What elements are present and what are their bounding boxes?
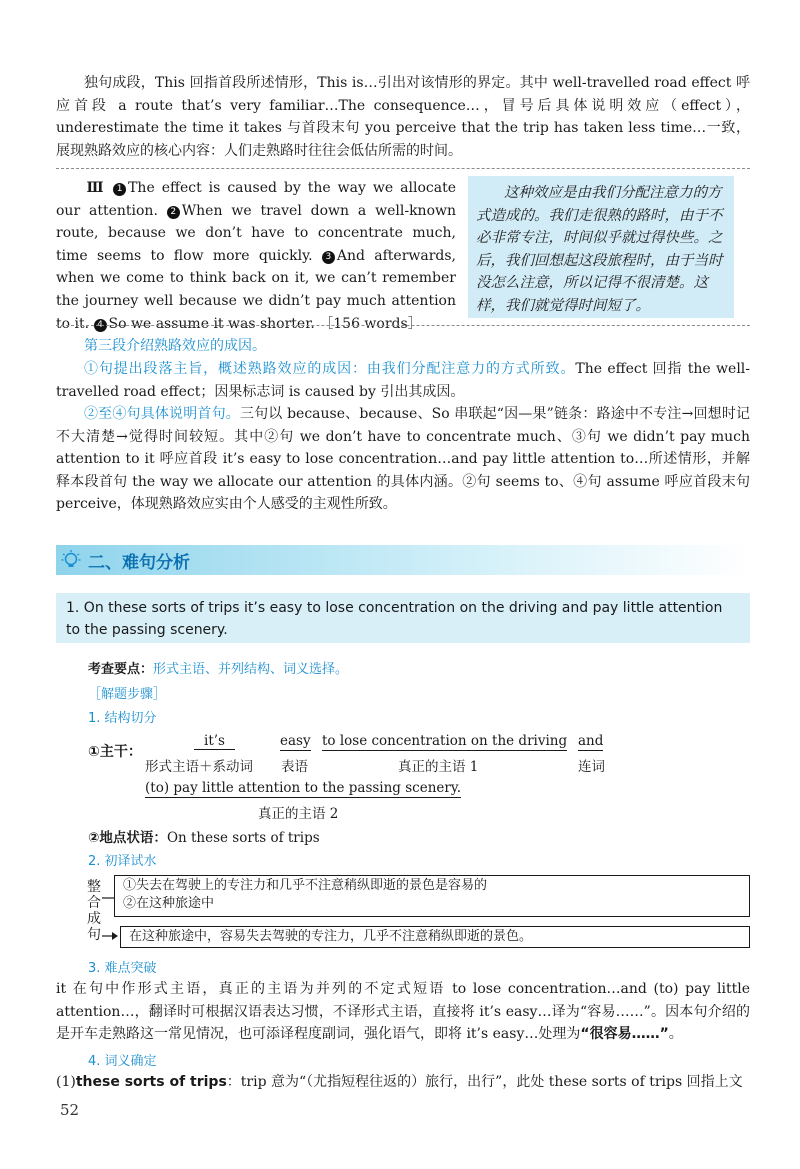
top-divider <box>56 168 750 169</box>
analysis-text: 三句以 because、because、So 串联起“因—果”链条：路途中不专注→回想时记不大清楚→觉得时间较短。其中②句 we don’t have to concentrate much、③句 we didn’t pay much attention to it 呼应首段 it’s easy to lose concentration…and pay little attention to…所述情形，并解释本段首句 the way we allocate our attention 的具体内涵。②句 seems to、④句 assume 呼应首段末句 perceive，体现熟路效应实由个人感受的主观性所致。 <box>56 406 751 513</box>
question-box: 1. On these sorts of trips it’s easy to lose concentration on the driving and pay little attention to the passing scenery. <box>56 593 750 643</box>
struct-label-3: 真正的主语 1 <box>398 759 479 775</box>
struct-word-1: it’s <box>194 733 235 749</box>
analysis-text: The effect 回指 the well-travelled road effect；因果标志词 is caused by 引出其成因。 <box>56 361 751 400</box>
sentence-1: The effect is caused by the way we allocate our attention. <box>56 180 456 219</box>
lightbulb-icon <box>60 549 82 571</box>
main-clause-label: ①主干： <box>88 744 142 760</box>
word-term: these sorts of trips <box>75 1074 227 1090</box>
key-points-value: 形式主语、并列结构、词义选择。 <box>153 662 349 677</box>
sentence-number: 4 <box>94 319 107 332</box>
step-1-title: 1. 结构切分 <box>88 711 157 726</box>
difficulty-emphasis: “很容易……” <box>580 1026 669 1043</box>
analysis-paragraph-1 <box>56 358 750 403</box>
section-title: 二、难句分析 <box>88 553 190 573</box>
sentence-number: 1 <box>113 183 126 196</box>
word-prefix: (1) <box>56 1074 76 1090</box>
analysis-highlight: ②至④句具体说明首句。 <box>84 406 240 422</box>
middle-divider <box>56 325 750 326</box>
sentence-number: 3 <box>322 251 335 264</box>
intro-paragraph: 独句成段，This 回指首段所述情形，This is…引出对该情形的界定。其中 well-travelled road effect 呼应首段 a route that’s very familiar…The consequence…，冒号后具体说明效应（effect），underestimate the time it takes 与首段末句 you perceive that the trip has taken less time…一致，展现熟路效应的核心内容：人们走熟路时往往会低估所需的时间。 <box>56 75 750 159</box>
struct-word-3: to lose concentration on the driving <box>322 733 568 749</box>
english-passage <box>56 177 456 335</box>
word-count: ［156 words］ <box>319 315 422 332</box>
final-translation-box: 在这种旅途中，容易失去驾驶的专注力，几乎不注意稍纵即逝的景色。 <box>120 926 750 948</box>
draft-translation-box <box>114 875 750 917</box>
adverbial-label: ②地点状语： <box>88 830 167 846</box>
translation-box <box>468 176 734 318</box>
section-header <box>56 545 750 575</box>
sentence-4: So we assume it was shorter. <box>108 315 315 332</box>
translation-text: 这种效应是由我们分配注意力的方式造成的。我们走很熟的路时，由于不必非常专注，时间似乎就过得快些。之后，我们回想起这段旅程时，由于当时没怎么注意，所以记得不很清楚。这样，我们就觉得时间短了。 <box>476 185 723 314</box>
step-3-title: 3. 难点突破 <box>88 961 157 976</box>
draft-line-1: ①失去在驾驶上的专注力和几乎不注意稍纵即逝的景色是容易的 <box>123 878 488 893</box>
sentence-2: When we travel down a well-known route, because we don’t have to concentrate much, time seems to flow more quickly. <box>56 202 456 264</box>
adverbial <box>88 826 320 846</box>
step-4-title: 4. 词义确定 <box>88 1054 157 1069</box>
draft-line-2: ②在这种旅途中 <box>123 896 215 911</box>
struct-word-2: easy <box>280 733 311 749</box>
key-points <box>88 658 348 677</box>
sentence-3: And afterwards, when we come to think back on it, we can’t remember the journey well because we didn’t pay much attention to it. <box>56 247 457 332</box>
paragraph-numeral: Ⅲ <box>84 180 107 196</box>
merge-label: 整合成句 <box>87 879 101 943</box>
analysis-paragraph-2 <box>56 403 750 516</box>
difficulty-text: it 在句中作形式主语，真正的主语为并列的不定式短语 to lose concentration…and (to) pay little attention…，翻译时可根据汉语表达习惯，不译形式主语，直接将 it’s easy…译为“容易……”。因本句介绍的是开车走熟路这一常见情况，也可添译程度副词，强化语气，即将 it’s easy…处理为 <box>56 981 750 1043</box>
key-points-label: 考查要点： <box>88 662 154 677</box>
difficulty-end: 。 <box>668 1026 683 1043</box>
difficulty-paragraph <box>56 978 750 1046</box>
word-choice-paragraph <box>56 1071 750 1094</box>
analysis-highlight: ①句提出段落主旨，概述熟路效应的成因：由我们分配注意力的方式所致。 <box>84 361 576 377</box>
sentence-number: 2 <box>167 206 180 219</box>
merge-arrow-icon <box>100 892 122 952</box>
page-number: 52 <box>60 1101 80 1119</box>
steps-label: ［解题步骤］ <box>88 687 167 702</box>
analysis-heading: 第三段介绍熟路效应的成因。 <box>84 338 266 354</box>
struct-label-2: 表语 <box>281 759 308 775</box>
struct-label-4: 连词 <box>578 759 605 775</box>
struct-label-5: 真正的主语 2 <box>258 806 339 822</box>
struct-word-5: (to) pay little attention to the passing scenery. <box>145 780 461 796</box>
adverbial-value: On these sorts of trips <box>166 830 320 846</box>
struct-word-4: and <box>578 733 604 749</box>
struct-label-1: 形式主语＋系动词 <box>145 759 253 775</box>
word-explanation: ：trip 意为“（尤指短程往返的）旅行，出行”，此处 these sorts of trips 回指上文 <box>226 1074 743 1090</box>
step-2-title: 2. 初译试水 <box>88 854 157 869</box>
